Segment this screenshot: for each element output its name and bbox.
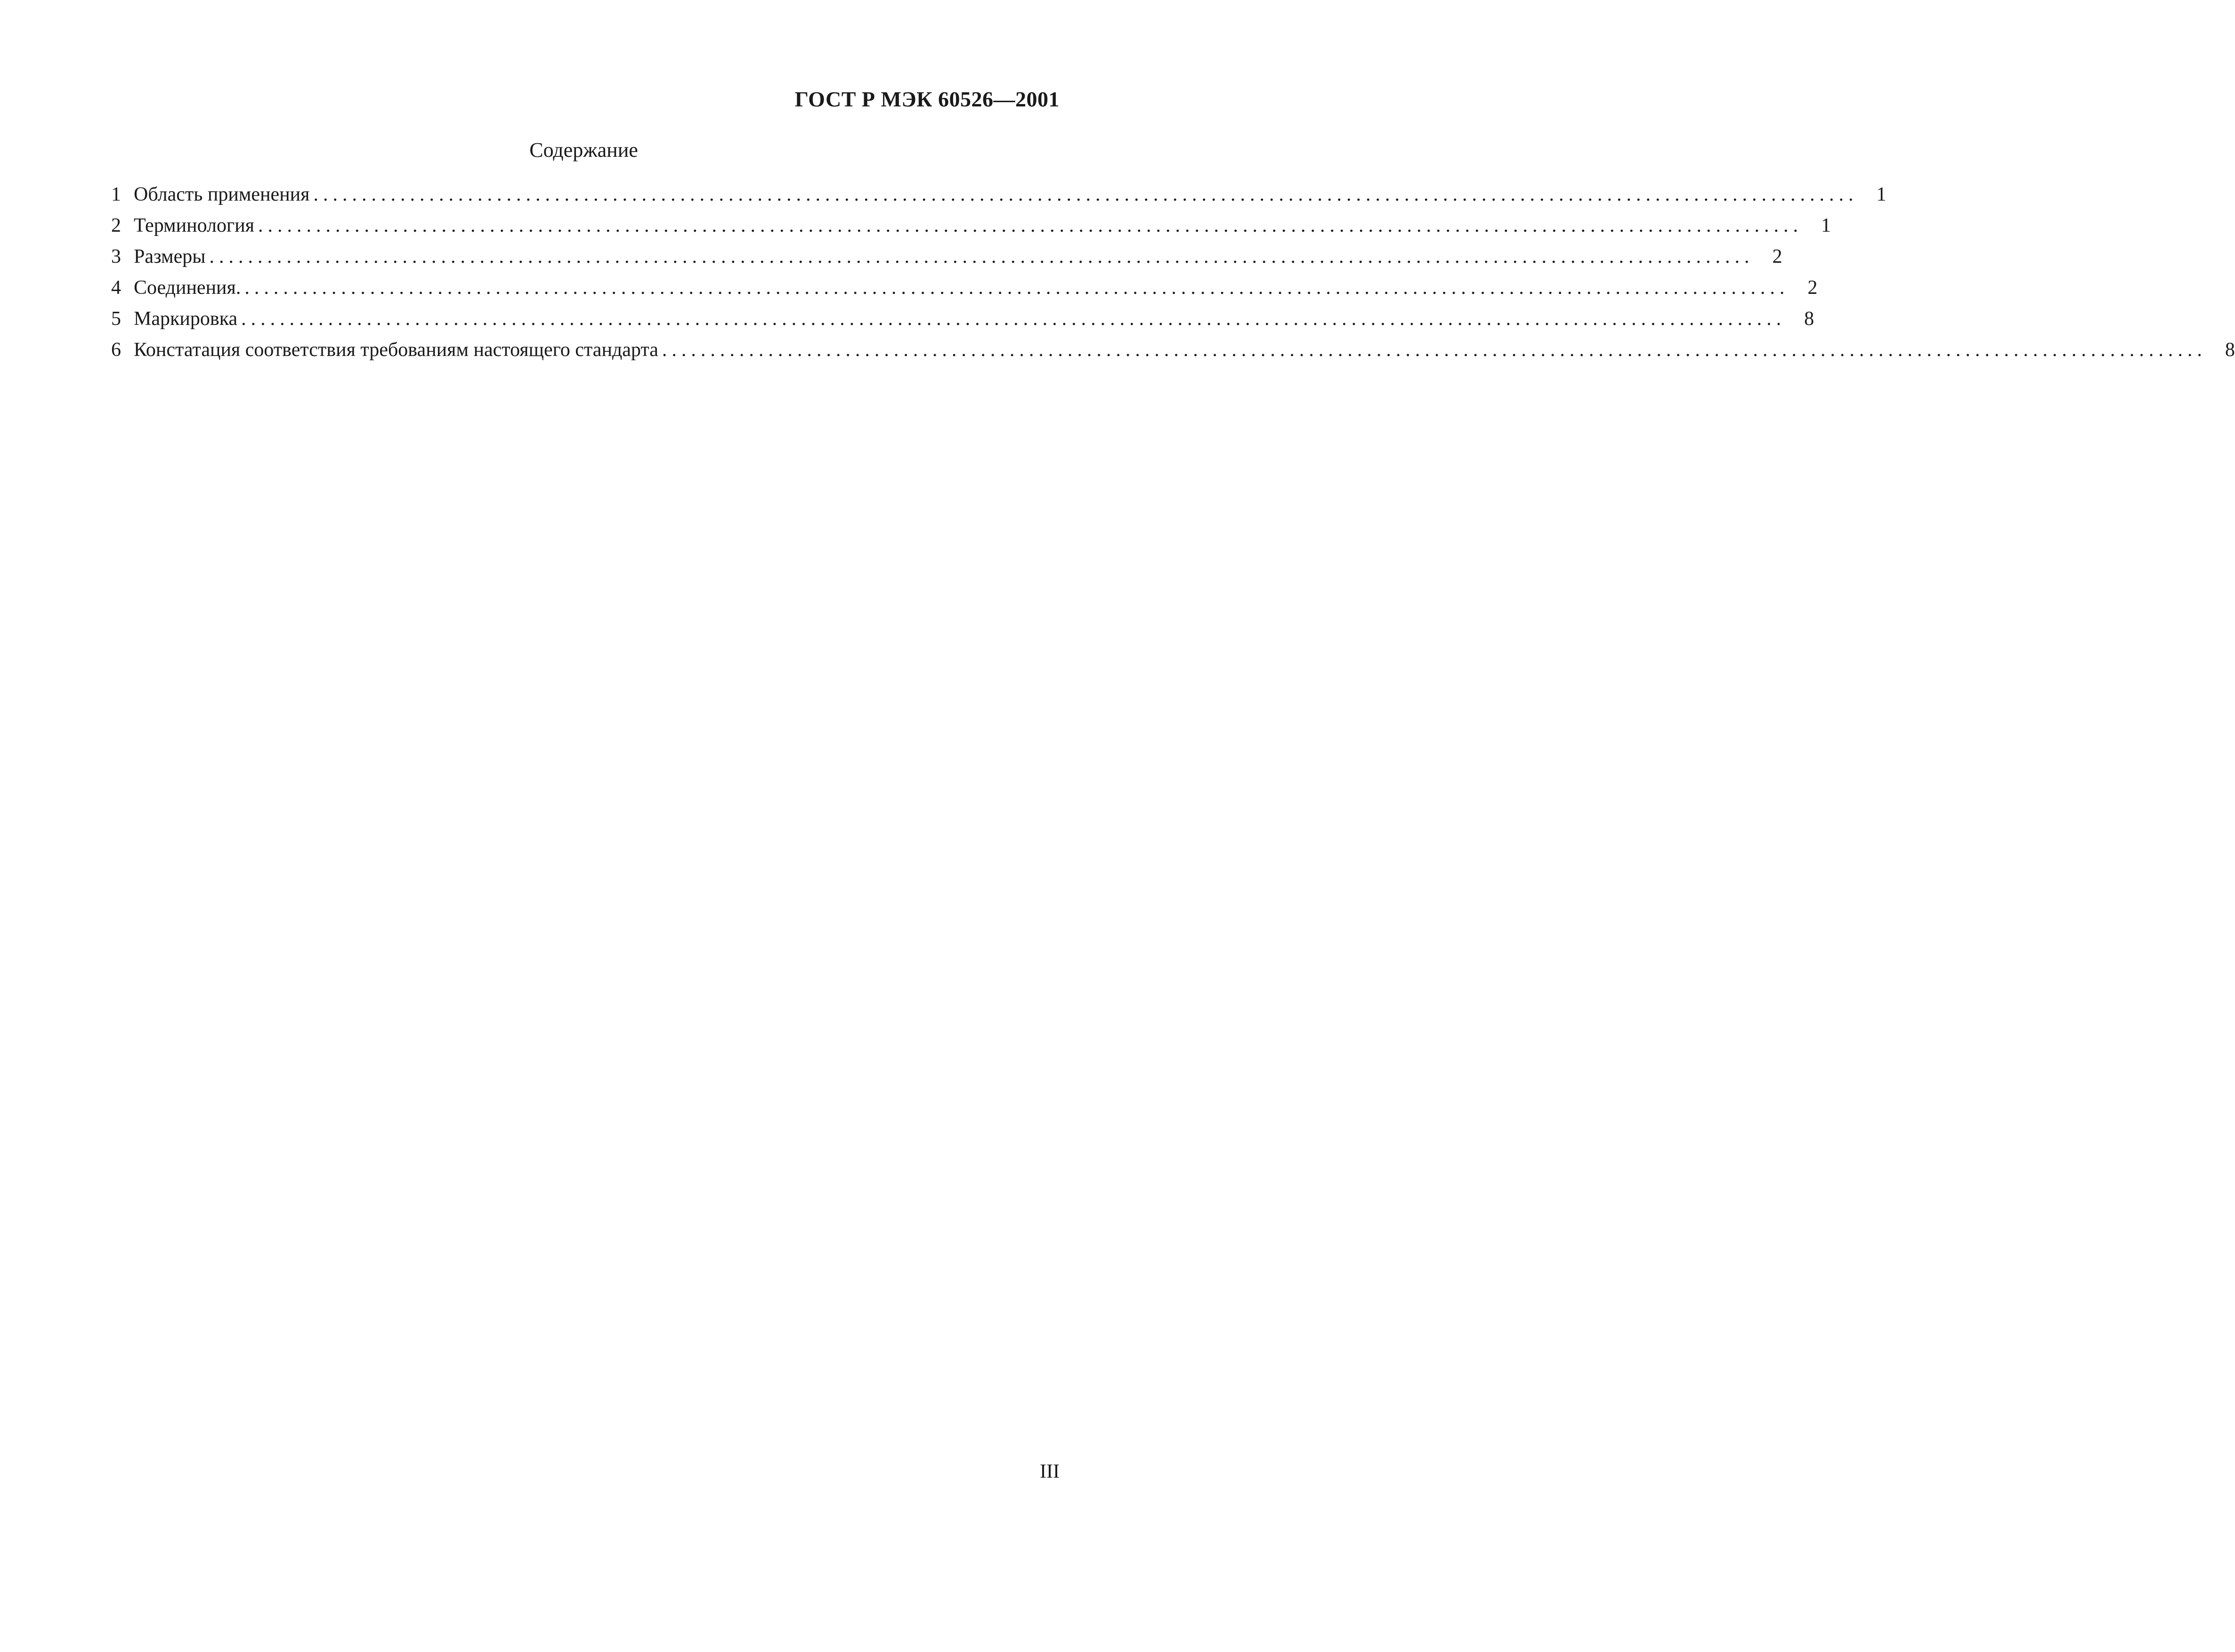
toc-entry-page: 1 [1876,184,1887,205]
document-code: ГОСТ Р МЭК 60526—2001 [794,87,1060,111]
toc-entry-number: 5 [111,308,121,330]
toc-entry-label: Область применения [134,184,310,205]
toc-entry-label: Маркировка [134,308,238,330]
toc-leader-dots: ................................................................................................................................................................ [241,308,1786,330]
toc-entry[interactable] [111,334,2235,365]
toc-leader-dots: ................................................................................................................................................................ [258,215,1803,236]
toc-entry-page: 2 [1772,246,1782,267]
toc-leader-dots: ................................................................................................................................................................ [662,339,2207,361]
toc-entry-page: 2 [1807,277,1818,299]
toc-entry-page: 1 [1821,215,1831,236]
page-number: III [1040,1461,1060,1482]
toc-entry-label: Размеры [134,246,206,267]
toc-entry-label: Терминология [134,215,255,236]
toc-entry-page: 8 [1804,308,1814,330]
toc-entry[interactable] [111,210,1831,241]
toc-entry-number: 2 [111,215,121,236]
toc-entry[interactable] [111,303,1814,334]
toc-entry[interactable] [111,272,1818,303]
toc-entry[interactable] [111,179,1887,210]
toc-leader-dots: ................................................................................................................................................................ [209,246,1754,267]
table-of-contents [111,179,2235,365]
toc-entry[interactable] [111,241,1782,272]
toc-entry-label: Констатация соответствия требованиям настоящего стандарта [134,339,658,361]
toc-entry-label: Соединения. [134,277,241,299]
toc-entry-page: 8 [2225,339,2235,361]
toc-title: Содержание [529,138,638,162]
toc-entry-number: 3 [111,246,121,267]
toc-entry-number: 1 [111,184,121,205]
toc-entry-number: 6 [111,339,121,361]
toc-leader-dots: ................................................................................................................................................................ [313,184,1858,205]
toc-entry-number: 4 [111,277,121,299]
toc-leader-dots: ................................................................................................................................................................ [244,277,1790,299]
